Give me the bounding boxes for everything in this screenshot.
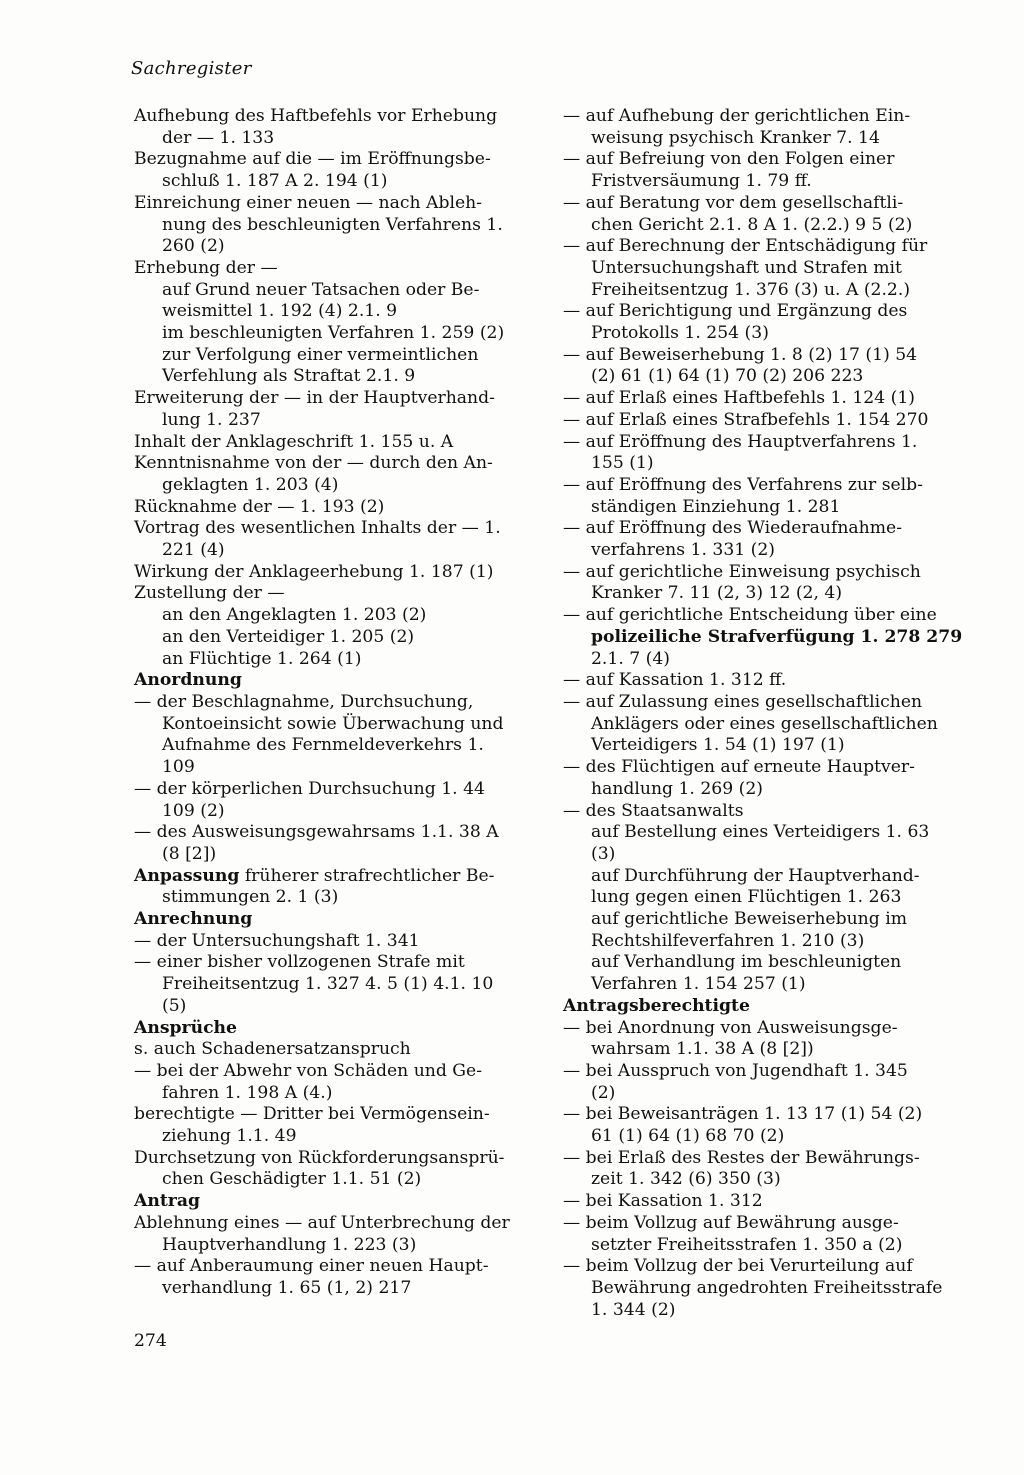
index-line: Zustellung der — bbox=[134, 583, 285, 604]
index-line: Kenntnisnahme von der — durch den An- bbox=[134, 453, 493, 474]
index-line: lung gegen einen Flüchtigen 1. 263 bbox=[591, 887, 902, 908]
page-number: 274 bbox=[134, 1331, 167, 1351]
index-line: Hauptverhandlung 1. 223 (3) bbox=[162, 1234, 417, 1255]
index-line: Erweiterung der — in der Hauptverhand- bbox=[134, 388, 495, 409]
index-line: — des Ausweisungsgewahrsams 1.1. 38 A bbox=[134, 822, 499, 843]
index-line: auf Verhandlung im beschleunigten bbox=[591, 952, 902, 973]
index-line: setzter Freiheitsstrafen 1. 350 a (2) bbox=[591, 1234, 903, 1255]
index-line: Anordnung bbox=[134, 670, 242, 691]
index-line: — des Staatsanwalts bbox=[563, 800, 744, 821]
index-line: Inhalt der Anklageschrift 1. 155 u. A bbox=[134, 431, 454, 452]
index-line: (2) 61 (1) 64 (1) 70 (2) 206 223 bbox=[591, 366, 864, 387]
index-line: — auf gerichtliche Einweisung psychisch bbox=[563, 561, 921, 582]
index-line: fahren 1. 198 A (4.) bbox=[162, 1082, 333, 1103]
index-line: 61 (1) 64 (1) 68 70 (2) bbox=[591, 1126, 785, 1147]
index-line: 109 (2) bbox=[162, 800, 225, 821]
index-line: — auf gerichtliche Entscheidung über eine bbox=[563, 605, 937, 626]
index-line: Protokolls 1. 254 (3) bbox=[591, 323, 769, 344]
index-line: Durchsetzung von Rückforderungsansprü- bbox=[134, 1147, 505, 1168]
index-line: wahrsam 1.1. 38 A (8 [2]) bbox=[591, 1039, 814, 1060]
index-line: — auf Beratung vor dem gesellschaftli- bbox=[563, 192, 904, 213]
index-line: Freiheitsentzug 1. 327 4. 5 (1) 4.1. 10 bbox=[162, 974, 494, 995]
left-column bbox=[134, 106, 536, 1300]
index-line: Fristversäumung 1. 79 ff. bbox=[591, 171, 812, 192]
index-line: schluß 1. 187 A 2. 194 (1) bbox=[162, 171, 388, 192]
index-line: auf Bestellung eines Verteidigers 1. 63 bbox=[591, 822, 930, 843]
index-line: berechtigte — Dritter bei Vermögensein- bbox=[134, 1104, 490, 1125]
index-line: zeit 1. 342 (6) 350 (3) bbox=[591, 1169, 781, 1190]
index-line: — auf Zulassung eines gesellschaftlichen bbox=[563, 691, 923, 712]
index-line: weismittel 1. 192 (4) 2.1. 9 bbox=[162, 301, 398, 322]
index-line: 155 (1) bbox=[591, 453, 654, 474]
index-line: 2.1. 7 (4) bbox=[591, 648, 671, 669]
index-line: auf Durchführung der Hauptverhand- bbox=[591, 865, 920, 886]
index-line: an den Verteidiger 1. 205 (2) bbox=[162, 626, 415, 647]
index-line: — auf Kassation 1. 312 ff. bbox=[563, 670, 787, 691]
index-line: ständigen Einziehung 1. 281 bbox=[591, 496, 841, 517]
index-line: Anrechnung bbox=[134, 909, 253, 930]
index-line: weisung psychisch Kranker 7. 14 bbox=[591, 127, 880, 148]
index-line: — bei Anordnung von Ausweisungsge- bbox=[563, 1017, 898, 1038]
index-line: — auf Erlaß eines Haftbefehls 1. 124 (1) bbox=[563, 388, 915, 409]
index-line: handlung 1. 269 (2) bbox=[591, 778, 763, 799]
index-line: — der körperlichen Durchsuchung 1. 44 bbox=[134, 778, 485, 799]
index-line: — auf Anberaumung einer neuen Haupt- bbox=[134, 1256, 489, 1277]
index-line: 1. 344 (2) bbox=[591, 1299, 676, 1320]
index-line: Ablehnung eines — auf Unterbrechung der bbox=[134, 1212, 510, 1233]
index-line: Kranker 7. 11 (2, 3) 12 (2, 4) bbox=[591, 583, 843, 604]
index-line: Vortrag des wesentlichen Inhalts der — 1. bbox=[134, 518, 501, 539]
index-line: Wirkung der Anklageerhebung 1. 187 (1) bbox=[134, 561, 494, 582]
index-line: — auf Eröffnung des Hauptverfahrens 1. bbox=[563, 431, 918, 452]
index-line: (2) bbox=[591, 1082, 616, 1103]
index-line: — bei Beweisanträgen 1. 13 17 (1) 54 (2) bbox=[563, 1104, 923, 1125]
index-line: — auf Aufhebung der gerichtlichen Ein- bbox=[563, 106, 911, 126]
index-line: — auf Befreiung von den Folgen einer bbox=[563, 149, 895, 170]
index-line: Bezugnahme auf die — im Eröffnungsbe- bbox=[134, 149, 491, 170]
index-line: an den Angeklagten 1. 203 (2) bbox=[162, 605, 427, 626]
index-line: s. auch Schadenersatzanspruch bbox=[134, 1039, 411, 1060]
index-line: (5) bbox=[162, 995, 187, 1016]
index-line: — auf Beweiserhebung 1. 8 (2) 17 (1) 54 bbox=[563, 344, 918, 365]
index-line: Bewährung angedrohten Freiheitsstrafe bbox=[591, 1277, 943, 1298]
right-column bbox=[563, 106, 965, 1321]
index-line: Antrag bbox=[134, 1191, 200, 1212]
index-line: Anklägers oder eines gesellschaftlichen bbox=[591, 713, 938, 734]
index-line: Antragsberechtigte bbox=[563, 995, 750, 1016]
index-line: — der Untersuchungshaft 1. 341 bbox=[134, 930, 420, 951]
index-line: im beschleunigten Verfahren 1. 259 (2) bbox=[162, 323, 505, 344]
index-line: 260 (2) bbox=[162, 236, 225, 257]
index-line: Rechtshilfeverfahren 1. 210 (3) bbox=[591, 930, 865, 951]
index-line: — des Flüchtigen auf erneute Hauptver- bbox=[563, 757, 915, 778]
index-line: — auf Eröffnung des Verfahrens zur selb- bbox=[563, 474, 923, 495]
running-title: Sachregister bbox=[131, 58, 252, 79]
index-line: Ansprüche bbox=[134, 1017, 237, 1038]
index-line: — bei Kassation 1. 312 bbox=[563, 1191, 763, 1212]
index-line: auf Grund neuer Tatsachen oder Be- bbox=[162, 279, 480, 300]
index-line: verfahrens 1. 331 (2) bbox=[591, 540, 775, 561]
index-line: geklagten 1. 203 (4) bbox=[162, 474, 339, 495]
index-line: Erhebung der — bbox=[134, 257, 278, 278]
index-line: chen Geschädigter 1.1. 51 (2) bbox=[162, 1169, 422, 1190]
index-line: Kontoeinsicht sowie Überwachung und bbox=[162, 713, 504, 734]
index-line: Anpassung früherer strafrechtlicher Be- bbox=[134, 865, 495, 886]
index-line: auf gerichtliche Beweiserhebung im bbox=[591, 909, 907, 930]
index-line: der — 1. 133 bbox=[162, 127, 275, 148]
index-line: — bei der Abwehr von Schäden und Ge- bbox=[134, 1060, 483, 1081]
index-line: chen Gericht 2.1. 8 A 1. (2.2.) 9 5 (2) bbox=[591, 214, 913, 235]
index-line: — auf Berichtigung und Ergänzung des bbox=[563, 301, 908, 322]
index-line: — bei Ausspruch von Jugendhaft 1. 345 bbox=[563, 1060, 908, 1081]
index-line: Rücknahme der — 1. 193 (2) bbox=[134, 496, 385, 517]
index-line: lung 1. 237 bbox=[162, 409, 261, 430]
index-line: 109 bbox=[162, 757, 195, 778]
index-line: an Flüchtige 1. 264 (1) bbox=[162, 648, 362, 669]
index-line: — der Beschlagnahme, Durchsuchung, bbox=[134, 691, 474, 712]
index-line: — beim Vollzug auf Bewährung ausge- bbox=[563, 1212, 899, 1233]
index-line: polizeiliche Strafverfügung 1. 278 279 bbox=[591, 626, 963, 647]
index-line: — beim Vollzug der bei Verurteilung auf bbox=[563, 1256, 913, 1277]
index-line: stimmungen 2. 1 (3) bbox=[162, 887, 339, 908]
index-line: Verfahren 1. 154 257 (1) bbox=[591, 974, 806, 995]
index-line: Freiheitsentzug 1. 376 (3) u. A (2.2.) bbox=[591, 279, 911, 300]
index-line: Einreichung einer neuen — nach Ableh- bbox=[134, 192, 482, 213]
index-line: 221 (4) bbox=[162, 540, 225, 561]
index-line: Verteidigers 1. 54 (1) 197 (1) bbox=[591, 735, 845, 756]
index-line: Verfehlung als Straftat 2.1. 9 bbox=[162, 366, 416, 387]
index-line: — auf Erlaß eines Strafbefehls 1. 154 270 bbox=[563, 409, 929, 430]
index-line: Aufhebung des Haftbefehls vor Erhebung bbox=[134, 106, 498, 126]
index-line: zur Verfolgung einer vermeintlichen bbox=[162, 344, 479, 365]
index-line: Untersuchungshaft und Strafen mit bbox=[591, 257, 902, 278]
index-line: — einer bisher vollzogenen Strafe mit bbox=[134, 952, 465, 973]
index-line: Aufnahme des Fernmeldeverkehrs 1. bbox=[162, 735, 484, 756]
index-line: nung des beschleunigten Verfahrens 1. bbox=[162, 214, 503, 235]
index-line: (3) bbox=[591, 843, 616, 864]
index-line: — bei Erlaß des Restes der Bewährungs- bbox=[563, 1147, 920, 1168]
index-line: verhandlung 1. 65 (1, 2) 217 bbox=[162, 1277, 412, 1298]
index-line: — auf Eröffnung des Wiederaufnahme- bbox=[563, 518, 903, 539]
index-line: — auf Berechnung der Entschädigung für bbox=[563, 236, 928, 257]
index-line: ziehung 1.1. 49 bbox=[162, 1126, 297, 1147]
index-line: (8 [2]) bbox=[162, 843, 217, 864]
